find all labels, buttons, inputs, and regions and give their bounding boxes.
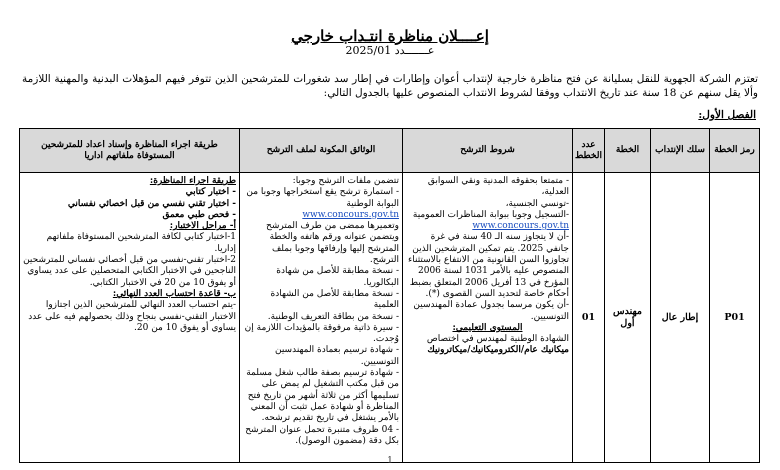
concours-link[interactable]: www.concours.gov.tn bbox=[472, 221, 569, 232]
document-line: - شهادة ترسيم بصفة طالب شغل مسلمة من قبل مكتب التشغيل لم يمض على تسليمها أكثر من ثلاثة أشهر من تاريخ فتح المناظرة أو شهادة عمل تثبت أن المعني بالأمر يشتغل في تاريخ تقديم ترشحه. bbox=[246, 368, 399, 424]
header-conditions: شروط الترشح bbox=[403, 129, 573, 173]
header-count: عدد الخطط bbox=[573, 129, 605, 173]
procedure-step: - اختبار كتابي bbox=[185, 187, 236, 198]
procedure-line: 2-اختبار تقني-نفسي من قبل أخصائي نفساني للمترشحين الناجحين في الاختبار الكتابي المتحصلين على عدد يساوي أو يفوق 10 من 20 في الاختبار الكتابي. bbox=[23, 255, 236, 288]
cell-procedure bbox=[20, 173, 240, 463]
header-post: الخطة bbox=[605, 129, 651, 173]
procedure-heading: طريقة اجراء المناظرة: bbox=[149, 176, 236, 186]
cell-code: P01 bbox=[710, 173, 760, 463]
document-line: - استمارة ترشح يقع استخراجها وجوبا من البوابة الوطنية bbox=[246, 187, 399, 209]
condition-line: -أن يكون مرسما بجدول عمادة المهندسين التونسيين. bbox=[413, 300, 569, 322]
education-level-heading: المستوى التعليمي: bbox=[452, 322, 523, 333]
chapter-heading: الفصل الأول: bbox=[698, 109, 756, 121]
procedure-step: - اختبار تقني نفسي من قبل اخصائي نفساني bbox=[67, 198, 236, 209]
document-line: - نسخة مطابقة للأصل من شهادة البكالوريا. bbox=[276, 266, 399, 288]
header-code: رمز الخطة bbox=[710, 129, 760, 173]
document-line: - نسخة من بطاقة التعريف الوطنية. bbox=[267, 311, 399, 322]
document-line: وتعميرها ممضى من طرف المترشح ويتضمن عنوانه ورقم هاتفه والخطة المترشح إليها وإرفاقها وجوبا بملف الترشح. bbox=[266, 221, 399, 266]
concours-link[interactable]: www.concours.gov.tn bbox=[302, 209, 399, 220]
condition-line: - متمتعا بحقوقه المدنية ونقي السوابق العدلية، bbox=[427, 176, 569, 198]
cell-count: 01 bbox=[573, 173, 605, 463]
procedure-line: -يتم احتساب العدد النهائي للمترشحين الذين اجتازوا الاختبار التقني-نفسي بنجاح وذلك بحصولهم فيه على عدد يساوي أو يفوق 10 من 20. bbox=[28, 300, 236, 333]
document-line: - 04 ظروف متنبرة تحمل عنوان المترشح بكل دقة (مضمون الوصول). bbox=[245, 424, 399, 446]
condition-line: -التسجيل وجوبا ببوابة المناظرات العمومية bbox=[412, 209, 569, 220]
condition-line: الشهادة الوطنية لمهندس في اختصاص bbox=[426, 334, 569, 345]
cell-conditions bbox=[403, 173, 573, 463]
cell-corps: إطار عال bbox=[651, 173, 710, 463]
header-documents: الوثائق المكونة لملف الترشح bbox=[240, 129, 403, 173]
procedure-step: - فحص طبي معمق bbox=[162, 209, 236, 220]
table-header-row bbox=[20, 129, 760, 173]
stages-heading: أ- مراحل الاختبار: bbox=[169, 221, 236, 232]
document-line: - شهادة ترسيم بعمادة المهندسين التونسيين. bbox=[274, 345, 399, 367]
page-number: 1 bbox=[387, 456, 393, 466]
condition-line: -تونسي الجنسية، bbox=[505, 198, 569, 209]
announcement-title: إعــــلان مناظرة انتـداب خارجي bbox=[291, 27, 489, 45]
header-corps: سلك الإنتداب bbox=[651, 129, 710, 173]
header-procedure: طريقة اجراء المناظرة وإسناد اعداد للمترشحين المستوفاة ملفاتهم اداريا bbox=[20, 129, 240, 173]
document-line: تتضمن ملفات الترشح وجوبا: bbox=[292, 176, 399, 186]
specialties: ميكانيك عام/الكتروميكانيك/ميكاترونيك bbox=[427, 345, 569, 356]
procedure-line: 1-اختبار كتابي لكافة المترشحين المستوفاة ملفاتهم إداريا. bbox=[46, 232, 236, 254]
condition-line: -أن لا يتجاوز سنه الـ 40 سنة في غرة جانفي 2025. يتم تمكين المترشحين الذين تجاوزوا السن القانونية من الانتفاع بالاستثناء المنصوص عليه بالأمر 1031 لسنة 2006 المؤرخ في 13 أفريل 2006 المتعلق بضبط أحكام خاصة لتحديد السن القصوى (*). bbox=[408, 232, 569, 299]
document-line: - سيرة ذاتية مرفوقة بالمؤيدات اللازمة إن وُجدت. bbox=[244, 322, 399, 345]
cell-post: مهندس أول bbox=[605, 173, 651, 463]
final-score-heading: ب- قاعدة احتساب العدد النهائي: bbox=[112, 288, 236, 299]
announcement-number: عـــــــدد 2025/01 bbox=[345, 44, 435, 57]
intro-paragraph: تعتزم الشركة الجهوية للنقل بسليانة عن فتح مناظرة خارجية لإنتداب أعوان وإطارات في إطار سد شغورات للمترشحين الذين تتوفر فيهم المؤهلات البدنية والمهنية اللازمة وألا يقل سنهم عن 18 سنة عند تاريخ الانتداب ووفقا لشروط الانتداب المنصوص عليها بالجدول التالي: bbox=[22, 73, 758, 99]
document-line: - نسخة مطابقة للأصل من الشهادة العلمية bbox=[270, 288, 399, 311]
table-row bbox=[20, 173, 760, 463]
recruitment-table bbox=[19, 128, 760, 463]
cell-documents bbox=[240, 173, 403, 463]
